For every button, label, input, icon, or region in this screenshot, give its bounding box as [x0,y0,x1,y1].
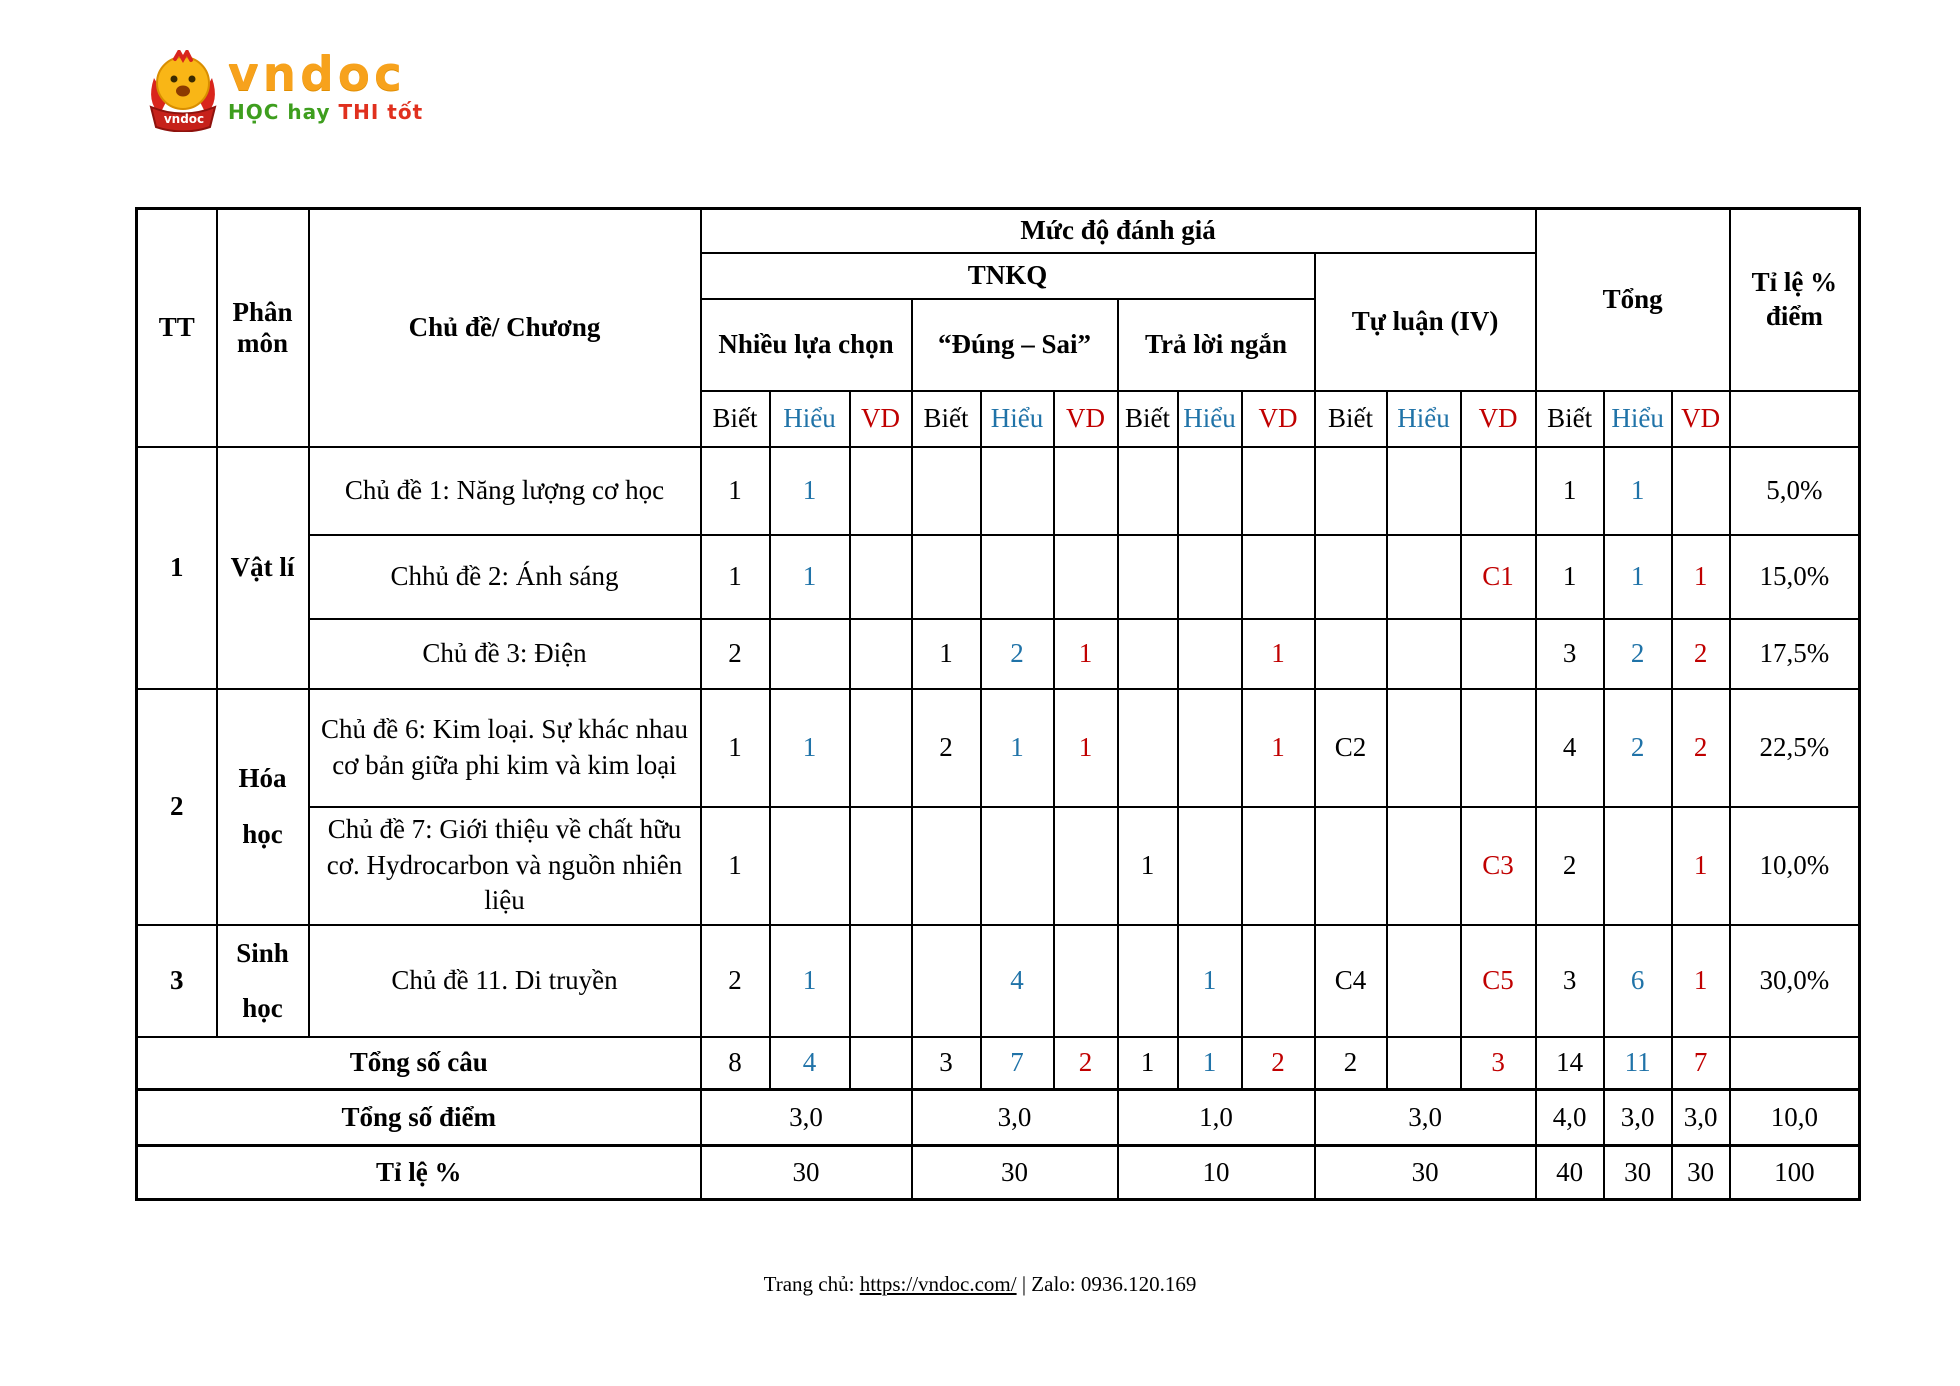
cell-biet: 1 [912,619,981,689]
summary-label: Tỉ lệ % [137,1145,701,1199]
cell-hieu: 1 [981,689,1054,807]
footer-suffix: | Zalo: 0936.120.169 [1016,1272,1197,1296]
col-header-phan-mon: Phân môn [217,209,309,447]
header-muc-do-danh-gia: Mức độ đánh giá [701,209,1536,253]
cell-hieu [981,447,1054,535]
tong-hieu-cell [1604,807,1672,925]
table-row [137,925,1860,1038]
cell-biet [1315,535,1387,619]
mascot-eye-right [189,76,196,83]
tagline-green: HỌC hay [228,100,331,125]
tong-biet-cell: 1 [1536,447,1604,535]
table-row [137,689,1860,807]
vndoc-logo [146,47,424,132]
cell-vd [1242,925,1315,1038]
cell-hieu: 1 [1178,925,1242,1038]
ti-le-cell: 100 [1730,1145,1860,1199]
cell-vd: C5 [1461,925,1536,1038]
group-score-cell: 3,0 [1315,1089,1536,1145]
group-pct-cell: 30 [1315,1145,1536,1199]
level-header-hieu: Hiểu [1604,391,1672,447]
cell-vd [1054,447,1118,535]
cell-biet: C4 [1315,925,1387,1038]
header-tong: Tổng [1536,209,1730,391]
group-pct-cell: 30 [912,1145,1118,1199]
topic-cell: Chủ đề 7: Giới thiệu về chất hữu cơ. Hydrocarbon và nguồn nhiên liệu [309,807,701,925]
cell-vd [850,619,912,689]
tong-vd-cell: 30 [1672,1145,1730,1199]
ti-le-cell: 10,0 [1730,1089,1860,1145]
cell-hieu [1387,925,1461,1038]
level-header-vd: VD [1672,391,1730,447]
tong-biet-cell: 14 [1536,1037,1604,1089]
logo-text-block [228,47,424,125]
phan-mon-cell: Hóa học [217,689,309,925]
table-row [137,619,1860,689]
cell-biet: C2 [1315,689,1387,807]
cell-hieu [1178,447,1242,535]
cell-hieu [981,807,1054,925]
cell-biet: 3 [912,1037,981,1089]
header-nhieu-lua-chon: Nhiều lựa chọn [701,299,912,391]
cell-biet [1118,689,1178,807]
cell-hieu: 4 [770,1037,850,1089]
tong-vd-cell [1672,447,1730,535]
tong-vd-cell: 7 [1672,1037,1730,1089]
topic-cell: Chủ đề 1: Năng lượng cơ học [309,447,701,535]
mascot-eye-left [171,76,178,83]
cell-vd: 2 [1242,1037,1315,1089]
tong-vd-cell: 1 [1672,807,1730,925]
level-header-vd: VD [1242,391,1315,447]
header-row-1 [137,209,1860,253]
level-header-vd: VD [1461,391,1536,447]
level-header-hieu: Hiểu [981,391,1054,447]
header-tnkq: TNKQ [701,253,1315,299]
table-row [137,807,1860,925]
cell-vd: 3 [1461,1037,1536,1089]
tong-biet-cell: 3 [1536,925,1604,1038]
homepage-link[interactable]: https://vndoc.com/ [859,1272,1017,1296]
header-empty-cell [1730,391,1860,447]
group-pct-cell: 10 [1118,1145,1315,1199]
tong-vd-cell: 3,0 [1672,1089,1730,1145]
page-footer [0,1272,1960,1297]
phan-mon-cell: Sinh học [217,925,309,1038]
cell-biet [912,447,981,535]
cell-vd: 1 [1242,619,1315,689]
cell-biet: 1 [701,535,770,619]
topic-cell: Chhủ đề 2: Ánh sáng [309,535,701,619]
group-score-cell: 1,0 [1118,1089,1315,1145]
header-tra-loi-ngan: Trả lời ngắn [1118,299,1315,391]
cell-biet [1118,447,1178,535]
summary-label: Tổng số câu [137,1037,701,1089]
logo-tagline [228,100,423,124]
cell-hieu [770,619,850,689]
summary-label: Tổng số điểm [137,1089,701,1145]
level-header-biet: Biết [1315,391,1387,447]
level-header-biet: Biết [912,391,981,447]
topic-cell: Chủ đề 3: Điện [309,619,701,689]
tong-vd-cell: 2 [1672,619,1730,689]
logo-brand: vndoc [228,47,406,102]
tong-hieu-cell: 2 [1604,689,1672,807]
tong-hieu-cell: 6 [1604,925,1672,1038]
header-ti-le-diem: Tỉ lệ % điểm [1730,209,1860,391]
col-header-tt: TT [137,209,217,447]
cell-hieu [1178,689,1242,807]
cell-vd [1054,535,1118,619]
mascot-crest [175,52,191,60]
group-pct-cell: 30 [701,1145,912,1199]
cell-hieu [981,535,1054,619]
tong-biet-cell: 4 [1536,689,1604,807]
cell-biet: 1 [1118,1037,1178,1089]
cell-biet: 2 [701,925,770,1038]
cell-hieu: 1 [770,535,850,619]
cell-vd [1054,807,1118,925]
cell-hieu: 1 [770,447,850,535]
tong-hieu-cell: 1 [1604,535,1672,619]
level-header-hieu: Hiểu [770,391,850,447]
cell-hieu [1387,447,1461,535]
cell-hieu: 1 [770,925,850,1038]
header-tu-luan: Tự luận (IV) [1315,253,1536,391]
cell-biet [1315,447,1387,535]
topic-cell: Chủ đề 11. Di truyền [309,925,701,1038]
cell-hieu: 1 [1178,1037,1242,1089]
mascot-mouth [176,86,190,97]
cell-hieu [1387,619,1461,689]
cell-biet [1118,619,1178,689]
exam-matrix-table [135,207,1861,1201]
summary-row-tong-so-cau [137,1037,1860,1089]
tong-hieu-cell: 3,0 [1604,1089,1672,1145]
cell-hieu [1178,807,1242,925]
cell-biet: 1 [1118,807,1178,925]
cell-hieu [1178,619,1242,689]
cell-vd [850,535,912,619]
tt-cell: 1 [137,447,217,689]
cell-biet: 1 [701,447,770,535]
level-header-biet: Biết [701,391,770,447]
cell-hieu [1387,535,1461,619]
table-row [137,535,1860,619]
level-header-hieu: Hiểu [1178,391,1242,447]
cell-biet [912,925,981,1038]
level-header-biet: Biết [1118,391,1178,447]
cell-vd: 1 [1054,619,1118,689]
cell-biet [1118,535,1178,619]
cell-vd [1461,619,1536,689]
cell-hieu [1387,807,1461,925]
header-dung-sai: “Đúng – Sai” [912,299,1118,391]
level-header-vd: VD [850,391,912,447]
cell-biet [1315,619,1387,689]
tong-biet-cell: 40 [1536,1145,1604,1199]
tong-hieu-cell: 1 [1604,447,1672,535]
mascot-head [157,57,209,109]
cell-vd: 1 [1054,689,1118,807]
tong-biet-cell: 2 [1536,807,1604,925]
cell-vd [850,689,912,807]
tong-biet-cell: 1 [1536,535,1604,619]
tt-cell: 2 [137,689,217,925]
group-score-cell: 3,0 [701,1089,912,1145]
cell-biet [912,535,981,619]
cell-biet: 2 [701,619,770,689]
ti-le-cell: 5,0% [1730,447,1860,535]
cell-vd [1242,447,1315,535]
cell-vd [1054,925,1118,1038]
ti-le-cell [1730,1037,1860,1089]
cell-vd [1242,807,1315,925]
tong-hieu-cell: 11 [1604,1037,1672,1089]
cell-vd: 2 [1054,1037,1118,1089]
cell-vd [1461,689,1536,807]
tt-cell: 3 [137,925,217,1038]
cell-vd [850,447,912,535]
level-header-biet: Biết [1536,391,1604,447]
tong-hieu-cell: 30 [1604,1145,1672,1199]
mascot-banner-text: vndoc [163,112,205,126]
cell-biet: 1 [701,807,770,925]
cell-biet: 1 [701,689,770,807]
tong-biet-cell: 4,0 [1536,1089,1604,1145]
cell-hieu: 4 [981,925,1054,1038]
col-header-chu-de: Chủ đề/ Chương [309,209,701,447]
cell-biet [912,807,981,925]
cell-biet: 8 [701,1037,770,1089]
tong-hieu-cell: 2 [1604,619,1672,689]
ti-le-cell: 17,5% [1730,619,1860,689]
cell-hieu: 2 [981,619,1054,689]
ti-le-cell: 30,0% [1730,925,1860,1038]
cell-biet [1118,925,1178,1038]
tong-vd-cell: 1 [1672,535,1730,619]
table-row [137,447,1860,535]
cell-vd [1242,535,1315,619]
ti-le-cell: 15,0% [1730,535,1860,619]
tong-vd-cell: 1 [1672,925,1730,1038]
cell-vd: C3 [1461,807,1536,925]
cell-biet [1315,807,1387,925]
cell-vd [850,1037,912,1089]
summary-row-ti-le [137,1145,1860,1199]
cell-biet: 2 [912,689,981,807]
cell-vd: C1 [1461,535,1536,619]
footer-prefix: Trang chủ: [763,1272,860,1296]
group-score-cell: 3,0 [912,1089,1118,1145]
tagline-red: THI tốt [338,100,424,125]
tong-biet-cell: 3 [1536,619,1604,689]
phan-mon-cell: Vật lí [217,447,309,689]
cell-vd [850,925,912,1038]
cell-vd: 1 [1242,689,1315,807]
level-header-hieu: Hiểu [1387,391,1461,447]
ti-le-cell: 10,0% [1730,807,1860,925]
level-header-vd: VD [1054,391,1118,447]
vndoc-mascot-icon [146,50,220,132]
cell-hieu [1387,1037,1461,1089]
tong-vd-cell: 2 [1672,689,1730,807]
cell-hieu [770,807,850,925]
cell-hieu [1387,689,1461,807]
cell-vd [1461,447,1536,535]
cell-hieu: 7 [981,1037,1054,1089]
cell-vd [850,807,912,925]
cell-hieu: 1 [770,689,850,807]
cell-biet: 2 [1315,1037,1387,1089]
ti-le-cell: 22,5% [1730,689,1860,807]
cell-hieu [1178,535,1242,619]
summary-row-tong-so-diem [137,1089,1860,1145]
topic-cell: Chủ đề 6: Kim loại. Sự khác nhau cơ bản giữa phi kim và kim loại [309,689,701,807]
